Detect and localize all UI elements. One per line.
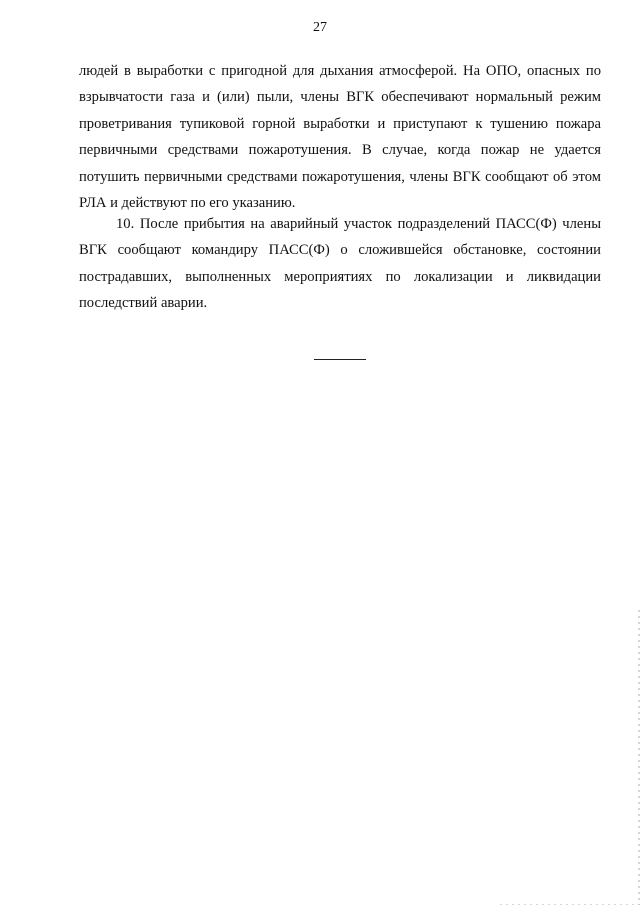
- paragraph-continued: [79, 58, 601, 216]
- paragraph-text: 10. После прибытия на аварийный участок подразделений ПАСС(Ф) члены ВГК сообщают командиру ПАСС(Ф) о сложившейся обстановке, состоянии пострадавших, выполненных мероприятиях по локализации и ликвидации последствий аварии.: [79, 216, 601, 312]
- paragraph-item-10: [79, 211, 601, 317]
- paragraph-text: людей в выработки с пригодной для дыхания атмосферой. На ОПО, опасных по взрывчатости газа и (или) пыли, члены ВГК обеспечивают нормальный режим проветривания тупиковой горной выработки и приступают к тушению пожара первичными средствами пожаротушения. В случае, когда пожар не удается потушить первичными средствами пожаротушения, члены ВГК сообщают об этом РЛА и действуют по его указанию.: [79, 63, 601, 212]
- end-separator-line: [314, 359, 366, 360]
- page-number: 27: [313, 20, 327, 35]
